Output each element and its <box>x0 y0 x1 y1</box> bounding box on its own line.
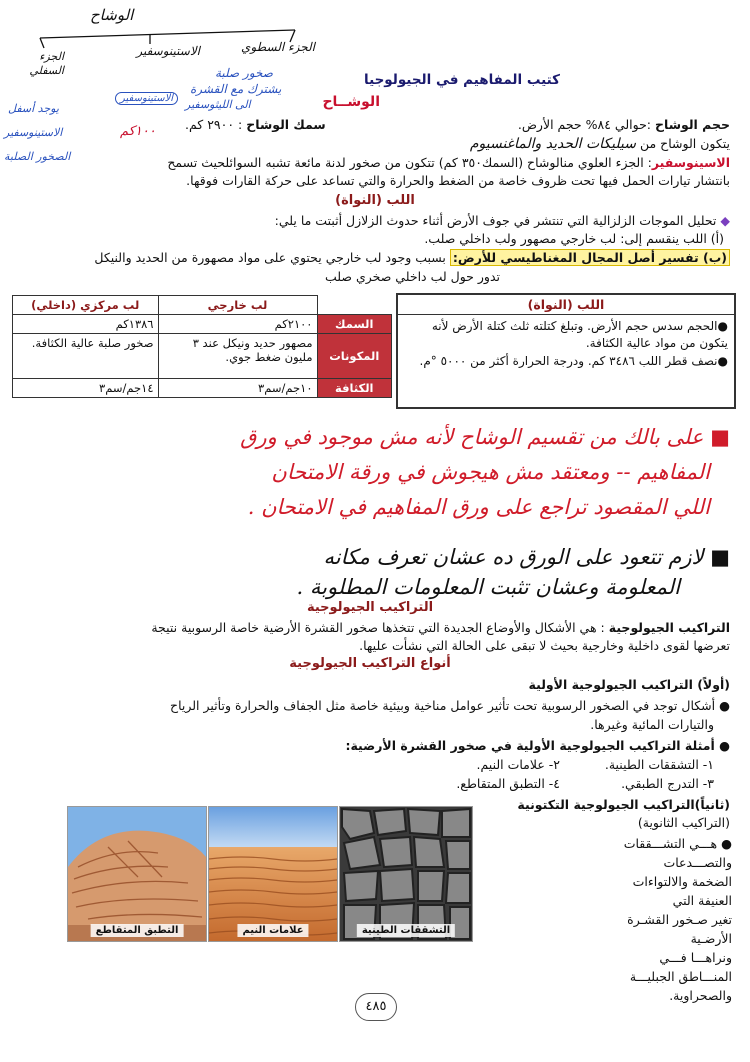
secondary-line-2: الضخمة والالتواءات العنيفة التي <box>632 874 732 908</box>
table-row-components <box>13 334 392 379</box>
core-comparison-table <box>12 295 392 398</box>
example-4: ٤- التطبق المتقاطع. <box>456 776 560 791</box>
core-line-3 <box>94 249 730 266</box>
table-row-thickness <box>13 315 392 334</box>
col-inner-core: لب مركزي (داخلي) <box>13 296 159 315</box>
inner-thickness: ١٣٨٦كم <box>13 315 159 334</box>
red-handwritten-note <box>30 420 730 525</box>
core-magnetic-label: (ب) تفسير أصل المجال المغناطيسي للأرض: <box>450 249 730 266</box>
asthenosphere-line-1 <box>167 154 730 171</box>
outer-components: مصهور حديد ونيكل عند ٣ مليون ضغط جوي. <box>158 334 317 379</box>
table-row-density <box>13 379 392 398</box>
asthenosphere-text-1: : الجزء العلوي منالوشاح (السمك٣٥٠ كم) تتكون من صخور لدنة مائعة تشبه السوائلحيث تسمح <box>167 155 652 170</box>
red-note-bullet-icon: ■ <box>710 425 730 449</box>
secondary-title: (ثانياً)التراكيب الجيولوجية التكتونية <box>517 797 730 812</box>
note-lower-1: يوجد أسفل <box>8 102 59 115</box>
red-note-line-3: اللي المقصود تراجع على ورق المفاهيم في الامتحان . <box>247 495 710 519</box>
secondary-line-1: ● هـــي التشـــققات والتصـــدعات <box>623 836 732 870</box>
mantle-thickness-label: سمك الوشاح <box>246 117 326 132</box>
note-solid-rocks: صخور صلبة <box>215 66 273 80</box>
core-info-box <box>396 293 736 409</box>
pointer-icon: ◆ <box>720 213 730 228</box>
black-handwritten-note <box>30 542 730 602</box>
mantle-composition-text: يتكون الوشاح من <box>639 136 730 151</box>
primary-bullet-2-text: أمثلة التراكيب الجيولوجية الأولية في صخور القشرة الأرضية: <box>345 738 715 753</box>
outer-density: ١٠جم/سم٣ <box>158 379 317 398</box>
mantle-division-bracket <box>0 0 750 70</box>
annotation-title-text: الوشاح <box>90 6 134 24</box>
black-note-bullet-icon: ■ <box>710 545 730 569</box>
mantle-volume-text: :حوالي ٨٤% حجم الأرض. <box>517 117 652 132</box>
black-note-line-1 <box>30 542 730 572</box>
inner-components: صخور صلبة عالية الكثافة. <box>13 334 159 379</box>
book-title: كتيب المفاهيم في الجيولوجيا <box>364 72 560 88</box>
secondary-line-3: تغير صـخور القشـرة الأرضـية <box>627 912 732 946</box>
core-line-1 <box>275 212 730 229</box>
core-section-title: اللب (النواة) <box>335 193 415 208</box>
label-outer-part: الجزء السطوي <box>241 40 315 54</box>
primary-title: (أولاً) التراكيب الجيولوجية الأولية <box>528 677 730 692</box>
asthenosphere-label: الاسينوسفير <box>651 155 730 170</box>
mantle-thickness-text: : ٢٩٠٠ كم. <box>185 117 243 132</box>
core-box-item-1-text: الحجم سدس حجم الأرض. وتبلغ كتلته ثلث كتلة الأرض لأنه يتكون من مواد عالية الكثافة. <box>431 319 728 350</box>
photo-cross-bedding <box>67 806 207 942</box>
structures-def-1-text: : هي الأشكال والأوضاع الجديدة التي تتخذها صخور القشرة الأرضية خاصة الرسوبية نتيجة <box>151 620 605 635</box>
note-lower-2: الاستينوسفير <box>4 126 63 139</box>
note-depth: ١٠٠كم <box>120 124 156 139</box>
mantle-volume <box>518 116 730 133</box>
core-box-title: اللب (النواة) <box>398 295 734 315</box>
example-2: ٢- علامات النيم. <box>476 757 560 772</box>
core-line-3-text: بسبب وجود لب خارجي يحتوي على مواد مصهورة من الحديد والنيكل <box>94 250 446 265</box>
secondary-subtitle: (التراكيب الثانوية) <box>637 815 730 830</box>
caption-mud-cracks: التشققات الطينية <box>357 924 455 937</box>
red-note-line-1-text: على بالك من تقسيم الوشاح لأنه مش موجود في ورق <box>240 425 704 449</box>
label-asthenosphere: الاستينوسفير <box>136 44 200 58</box>
mantle-thickness <box>185 116 326 133</box>
cross-bedding-image <box>68 807 206 941</box>
col-outer-core: لب خارجي <box>158 296 317 315</box>
mantle-composition <box>470 135 730 153</box>
table-header-row <box>13 296 392 315</box>
note-asth-circled-text: الاستينوسفير <box>120 93 174 104</box>
core-box-item-2: ●نصف قطر اللب ٣٤٨٦ كم. ودرجة الحرارة أكثر من ٥٠٠٠ °م. <box>419 354 728 368</box>
secondary-line-1-text: هـــي التشـــققات والتصـــدعات <box>623 836 732 870</box>
core-box-item-2-text: نصف قطر اللب ٣٤٨٦ كم. ودرجة الحرارة أكثر من ٥٠٠٠ °م. <box>419 354 718 368</box>
note-lithosphere: الى الليثوسفير <box>185 98 251 111</box>
primary-bullet-1-text: أشكال توجد في الصخور الرسوبية تحت تأثير عوامل مناخية وبيئية خاصة مثل الجفاف والحرارة وتأثير الرياح <box>170 698 716 713</box>
primary-bullet-1-cont: والتيارات المائية وغيرها. <box>590 717 714 732</box>
mantle-volume-label: حجم الوشاح <box>655 117 730 132</box>
primary-bullet-1: ● أشكال توجد في الصخور الرسوبية تحت تأثير عوامل مناخية وبيئية خاصة مثل الجفاف والحرارة وتأثير الرياح <box>170 698 730 713</box>
secondary-line-4: ونراهـــا فـــي المنـــاطق الجبليـــة <box>629 950 732 984</box>
primary-bullet-2: ● أمثلة التراكيب الجيولوجية الأولية في صخور القشرة الأرضية: <box>345 738 730 753</box>
outer-thickness: ٢١٠٠كم <box>158 315 317 334</box>
black-note-line-2: المعلومة وعشان تثبت المعلومات المطلوبة . <box>296 575 680 599</box>
red-note-line-1 <box>30 420 730 455</box>
structures-def-label: التراكيب الجيولوجية <box>608 620 730 635</box>
caption-ripple-marks: علامات النيم <box>237 924 308 937</box>
section-mantle: الوشــاح <box>322 94 380 110</box>
page-number: ٤٨٥ <box>355 993 397 1021</box>
inner-density: ١٤جم/سم٣ <box>13 379 159 398</box>
asthenosphere-line-2: بانتشار تيارات الحمل فيها تحت ظروف خاصة من الضغط والحرارة والتي تساعد على حركة القارات فوقها. <box>186 173 730 188</box>
secondary-line-5: والصحراوية. <box>669 988 732 1003</box>
note-asth-circled <box>115 92 178 105</box>
core-line-4: تدور حول لب داخلي صخري صلب <box>324 269 500 284</box>
example-1: ١- التشققات الطينية. <box>604 757 714 772</box>
core-box-item-1: ●الحجم سدس حجم الأرض. وتبلغ كتلته ثلث كتلة الأرض لأنه يتكون من مواد عالية الكثافة. <box>431 319 728 350</box>
example-3: ٣- التدرج الطبقي. <box>621 776 714 791</box>
row-components-label: المكونات <box>317 334 392 379</box>
black-note-line-1-text: لازم تتعود على الورق ده عشان تعرف مكانه <box>323 545 704 569</box>
structures-title: التراكيب الجيولوجية <box>306 600 434 615</box>
secondary-description <box>610 834 732 1005</box>
photo-mud-cracks <box>339 806 473 942</box>
core-line-2: (أ) اللب ينقسم إلى: لب خارجي مصهور ولب داخلي صلب. <box>424 231 724 246</box>
row-density-label: الكثافة <box>317 379 392 398</box>
structures-def-2: تعرضها لقوى داخلية وخارجية بحيث لا تبقى على الحالة التي نشأت عليها. <box>359 638 730 653</box>
note-shares-crust: يشترك مع القشرة <box>190 82 282 96</box>
structures-def-1 <box>151 619 730 636</box>
ripple-marks-image <box>209 807 337 941</box>
label-lower-part: الجزء السفلي <box>29 50 64 77</box>
photo-ripple-marks <box>208 806 338 942</box>
note-lower-3: الصخور الصلبة <box>4 150 71 163</box>
note-silicates: سيليكات الحديد والماغنسيوم <box>469 136 636 152</box>
mud-cracks-image <box>340 807 472 941</box>
core-line-1-text: تحليل الموجات الزلزالية التي تنتشر في جوف الأرض أثناء حدوث الزلازل أثبتت ما يلي: <box>274 213 717 228</box>
caption-cross-bedding: التطبق المتقاطع <box>91 924 184 937</box>
red-note-line-2: المفاهيم -- ومعتقد مش هيجوش في ورقة الامتحان <box>271 460 710 484</box>
row-thickness-label: السمك <box>317 315 392 334</box>
structures-types-title: أنواع التراكيب الجيولوجية <box>289 656 451 671</box>
